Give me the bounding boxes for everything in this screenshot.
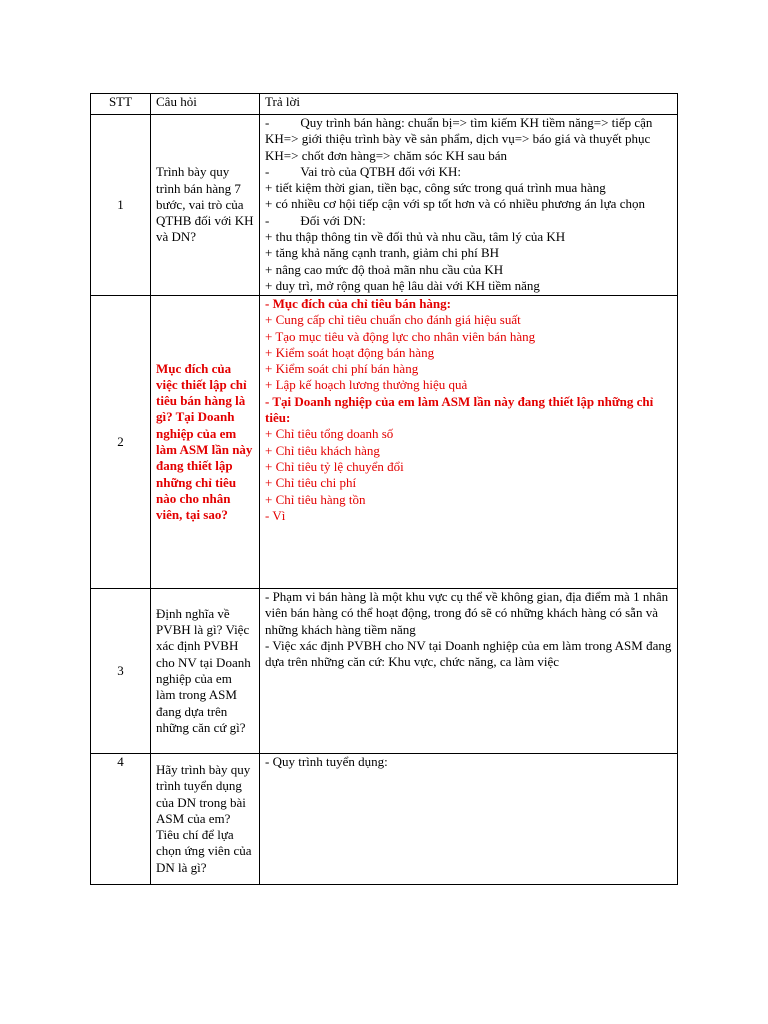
answer-cell (260, 115, 678, 296)
answer-line: + Kiểm soát hoạt động bán hàng (265, 344, 435, 360)
answer-cell (260, 589, 678, 754)
qa-table (90, 93, 678, 885)
answer-line: - Đối với DN: (265, 212, 366, 228)
answer-line: - Vì (265, 507, 286, 523)
answer-line: + Chỉ tiêu hàng tồn (265, 491, 366, 507)
table-row (91, 589, 678, 754)
answer-line: + Cung cấp chỉ tiêu chuẩn cho đánh giá hiệu suất (265, 312, 521, 328)
answer-line: + Chỉ tiêu khách hàng (265, 442, 380, 458)
answer-line: - Phạm vi bán hàng là một khu vực cụ thể về không gian, địa điểm mà 1 nhân viên bán hàng có thể hoạt động, trong đó sẽ có những khách hàng có sẵn và những khách hàng tiềm năng (265, 589, 669, 637)
answer-line: + Chỉ tiêu tỷ lệ chuyển đổi (265, 458, 404, 474)
answer-line: - Việc xác định PVBH cho NV tại Doanh nghiệp của em làm trong ASM đang dựa trên những căn cứ: Khu vực, chức năng, ca làm việc (265, 637, 672, 670)
question-cell: Hãy trình bày quy trình tuyển dụng của DN trong bài ASM của em? Tiêu chí để lựa chọn ứng viên của DN là gì? (151, 754, 260, 885)
table-row (91, 296, 678, 589)
table-row (91, 754, 678, 885)
row-number: 1 (91, 115, 151, 296)
question-cell: Định nghĩa về PVBH là gì? Việc xác định PVBH cho NV tại Doanh nghiệp của em làm trong ASM đang dựa trên những căn cứ gì? (151, 589, 260, 754)
header-stt: STT (91, 94, 151, 115)
answer-line: + Lập kế hoạch lương thưởng hiệu quả (265, 377, 468, 393)
answer-line: + Chỉ tiêu chi phí (265, 475, 357, 491)
table-row (91, 115, 678, 296)
answer-line: - Quy trình tuyển dụng: (265, 754, 388, 769)
answer-line: + Tạo mục tiêu và động lực cho nhân viên bán hàng (265, 328, 536, 344)
answer-line: + duy trì, mở rộng quan hệ lâu dài với KH tiềm năng (265, 277, 540, 293)
answer-line: - Mục đích của chỉ tiêu bán hàng: (265, 296, 451, 311)
answer-line: - Tại Doanh nghiệp của em làm ASM lần này đang thiết lập những chỉ tiêu: (265, 393, 654, 426)
header-answer: Trả lời (260, 94, 678, 115)
row-number: 3 (91, 589, 151, 754)
answer-line: - Vai trò của QTBH đối với KH: (265, 163, 462, 179)
answer-cell (260, 754, 678, 885)
row-number: 4 (91, 754, 151, 885)
question-cell: Mục đích của việc thiết lập chỉ tiêu bán hàng là gì? Tại Doanh nghiệp của em làm ASM lần này đang thiết lập những chỉ tiêu nào cho nhân viên, tại sao? (151, 296, 260, 589)
table-header-row (91, 94, 678, 115)
answer-line: + nâng cao mức độ thoả mãn nhu cầu của KH (265, 261, 504, 277)
question-cell: Trình bày quy trình bán hàng 7 bước, vai trò của QTHB đối với KH và DN? (151, 115, 260, 296)
header-question: Câu hỏi (151, 94, 260, 115)
answer-cell (260, 296, 678, 589)
answer-line: + Chỉ tiêu tổng doanh số (265, 426, 394, 442)
answer-line: + có nhiều cơ hội tiếp cận với sp tốt hơn và có nhiều phương án lựa chọn (265, 196, 645, 212)
answer-line: + Kiểm soát chi phí bán hàng (265, 361, 419, 377)
row-number: 2 (91, 296, 151, 589)
answer-line: - Quy trình bán hàng: chuẩn bị=> tìm kiếm KH tiềm năng=> tiếp cận KH=> giới thiệu trình bày về sản phẩm, dịch vụ=> báo giá và thuyết phục KH=> chốt đơn hàng=> chăm sóc KH sau bán (265, 115, 653, 163)
answer-line: + thu thập thông tin về đối thủ và nhu cầu, tâm lý của KH (265, 229, 566, 245)
answer-line: + tăng khả năng cạnh tranh, giảm chi phí BH (265, 245, 500, 261)
answer-line: + tiết kiệm thời gian, tiền bạc, công sức trong quá trình mua hàng (265, 180, 606, 196)
